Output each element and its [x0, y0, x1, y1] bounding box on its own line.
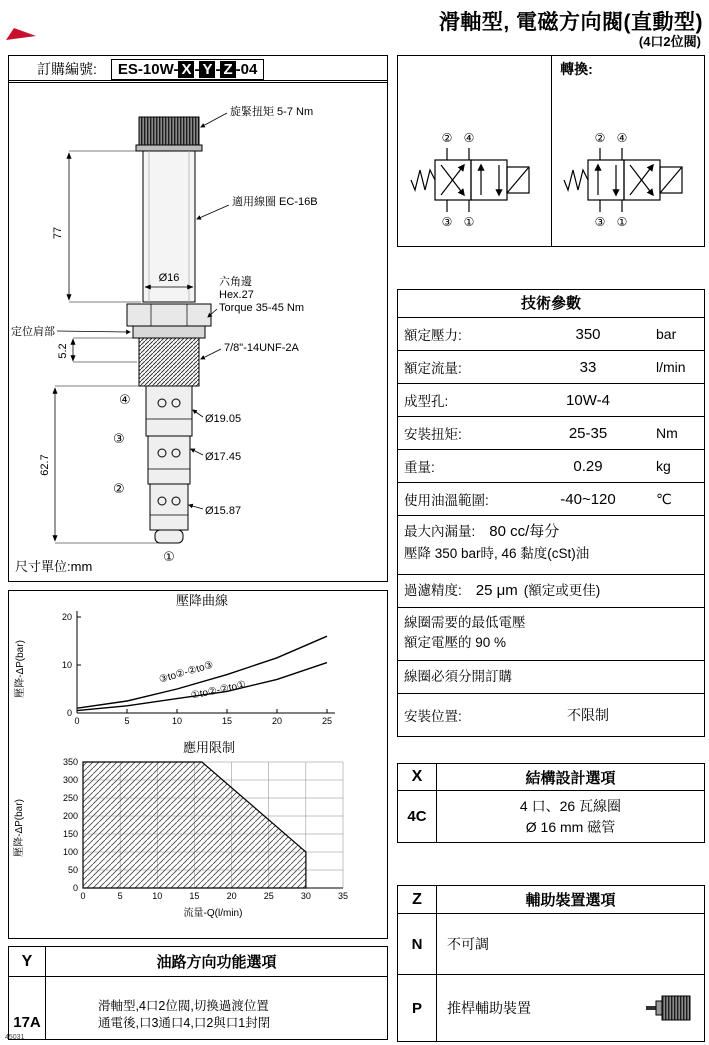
svg-text:62.7: 62.7 — [39, 454, 51, 476]
port-2-label: ② — [113, 481, 125, 496]
label-shoulder — [11, 324, 130, 338]
svg-text:Hex.27: Hex.27 — [219, 289, 254, 301]
svg-text:適用線圈 EC-16B: 適用線圈 EC-16B — [232, 196, 318, 208]
label-dia-19-05 — [193, 410, 241, 425]
valve-cap — [136, 117, 202, 151]
z-row-p-label: 推桿輔助裝置 — [447, 999, 531, 1016]
tech-row-install-torque: 安裝扭矩: 25-35 Nm — [398, 417, 704, 450]
dim-5-2 — [57, 338, 137, 362]
order-number-box — [8, 55, 388, 83]
sym2-port-2: ② — [594, 131, 606, 145]
svg-text:定位肩部: 定位肩部 — [11, 326, 55, 338]
svg-text:Ø16: Ø16 — [158, 272, 180, 284]
tech-note-coil-order: 線圈必須分開訂購 — [398, 661, 704, 694]
footer-doc-code: 45031 — [5, 1034, 25, 1041]
application-limit-chart — [9, 738, 385, 934]
page-subtitle: (4口2位閥) — [638, 34, 701, 49]
order-code-sep2: - — [215, 60, 221, 78]
order-code-prefix: ES-10W- — [117, 60, 179, 78]
x-option-header — [398, 764, 704, 791]
y-option-code: Y — [9, 947, 46, 976]
brand-logo — [6, 26, 38, 42]
svg-text:0: 0 — [72, 883, 78, 893]
svg-text:Torque 35-45 Nm: Torque 35-45 Nm — [219, 302, 304, 314]
svg-text:350: 350 — [62, 757, 78, 767]
z-row-p-code: P — [398, 975, 437, 1041]
svg-text:0: 0 — [80, 891, 86, 901]
port-3-label: ③ — [113, 431, 125, 446]
charts-panel — [8, 590, 388, 939]
z-option-row-n — [398, 914, 704, 975]
svg-text:300: 300 — [62, 775, 78, 785]
valve-drawing — [9, 81, 385, 579]
tech-row-rated-flow: 額定流量: 33 l/min — [398, 351, 704, 384]
valve-symbol-rest-drawing — [407, 128, 543, 232]
svg-text:5: 5 — [124, 716, 130, 726]
svg-text:Ø15.87: Ø15.87 — [205, 505, 242, 517]
svg-text:旋緊扭矩 5-7 Nm: 旋緊扭矩 5-7 Nm — [230, 106, 314, 118]
sym1-port-3: ③ — [441, 215, 452, 229]
valve-shoulder — [133, 326, 205, 338]
tech-row-weight: 重量: 0.29 kg — [398, 450, 704, 483]
valve-symbol-energized — [551, 56, 704, 246]
order-code-y: Y — [199, 61, 215, 78]
application-limit-ylabel: 壓降-ΔP(bar) — [14, 799, 25, 857]
svg-text:200: 200 — [62, 811, 78, 821]
svg-text:150: 150 — [62, 829, 78, 839]
svg-text:Ø19.05: Ø19.05 — [205, 413, 242, 425]
svg-text:25: 25 — [263, 891, 274, 901]
svg-text:20: 20 — [271, 716, 283, 726]
dim-77 — [52, 151, 141, 302]
sym2-port-3: ③ — [594, 215, 606, 229]
sym1-port-1: ① — [463, 215, 474, 229]
schematic-panel — [397, 55, 705, 247]
svg-text:50: 50 — [67, 865, 78, 875]
tech-row-mounting: 安裝位置: 不限制 — [404, 707, 609, 724]
svg-text:35: 35 — [337, 891, 349, 901]
x-row-description: 4 口、26 瓦線圈 Ø 16 mm 磁管 — [519, 798, 622, 835]
svg-text:六角邊: 六角邊 — [219, 276, 252, 288]
svg-text:20: 20 — [61, 612, 72, 622]
label-dia-17-45 — [191, 449, 241, 463]
svg-text:100: 100 — [62, 847, 78, 857]
pressure-drop-ylabel: 壓降-ΔP(bar) — [15, 640, 26, 698]
label-coil — [197, 194, 318, 219]
label-dia-15-87 — [189, 505, 241, 517]
y-row-description: 滑軸型,4口2位閥,切換過渡位置 通電後,口3通口4,口2與口1封閉 — [98, 999, 271, 1031]
x-option-title: 結構設計選項 — [525, 769, 616, 787]
label-tighten-torque — [201, 104, 313, 127]
svg-text:25: 25 — [321, 716, 333, 726]
z-option-row-p — [398, 975, 704, 1041]
svg-text:10: 10 — [152, 891, 163, 901]
port-4-label: ④ — [119, 392, 131, 407]
order-code — [111, 59, 264, 80]
z-option-table — [397, 885, 705, 1042]
order-label: 訂購編號: — [37, 61, 97, 77]
tech-params-table — [397, 289, 705, 737]
z-option-code: Z — [398, 886, 437, 913]
dimension-unit-note: 尺寸單位:mm — [15, 559, 93, 574]
svg-text:0: 0 — [74, 716, 80, 726]
z-row-n-label: 不可調 — [447, 935, 489, 952]
x-option-code: X — [398, 764, 437, 790]
svg-text:5: 5 — [117, 891, 123, 901]
curve-label-3to2: ③to②-②to③ — [157, 659, 215, 686]
tech-params-title: 技術參數 — [398, 290, 704, 318]
pushrod-image — [644, 991, 696, 1025]
z-option-header — [398, 886, 704, 914]
y-option-row-17a — [9, 977, 387, 1039]
svg-text:0: 0 — [66, 708, 72, 718]
tech-row-cavity: 成型孔: 10W-4 — [398, 384, 704, 417]
pressure-drop-chart-title: 壓降曲線 — [175, 593, 229, 608]
svg-text:10: 10 — [171, 716, 183, 726]
transfer-label: 轉換: — [560, 61, 593, 77]
svg-text:5.2: 5.2 — [57, 343, 69, 359]
svg-text:7/8"-14UNF-2A: 7/8"-14UNF-2A — [224, 342, 299, 354]
x-row-code: 4C — [398, 791, 437, 842]
dim-62-7 — [39, 386, 159, 543]
port-1-label: ① — [163, 549, 175, 564]
svg-text:15: 15 — [221, 716, 233, 726]
application-limit-title: 應用限制 — [182, 740, 236, 755]
sym1-port-4: ④ — [463, 131, 474, 145]
sym2-port-4: ④ — [616, 131, 628, 145]
y-option-header — [9, 947, 387, 977]
valve-thread — [139, 338, 199, 386]
y-row-code: 17A — [9, 977, 46, 1039]
x-option-row-4c — [398, 791, 704, 842]
order-code-x: X — [178, 61, 194, 78]
tech-note-filtration: 過濾精度: 25 μm (額定或更佳) — [398, 575, 704, 608]
application-limit-xlabel: 流量-Q(l/min) — [183, 908, 243, 919]
y-option-title: 油路方向功能選項 — [156, 954, 277, 971]
tech-row-oil-temp: 使用油溫範圍: -40~120 ℃ — [398, 483, 704, 516]
sym2-port-1: ① — [616, 215, 628, 229]
curve-label-1to2: ①to②-②to① — [190, 679, 247, 702]
sym1-port-2: ② — [441, 131, 452, 145]
svg-text:77: 77 — [52, 226, 64, 240]
tech-note-leakage: 最大內漏量: 80 cc/每分 壓降 350 bar時, 46 黏度(cSt)油 — [398, 516, 704, 575]
valve-spool-body — [146, 386, 192, 543]
valve-hex-nut — [127, 304, 211, 326]
svg-text:20: 20 — [226, 891, 237, 901]
pressure-drop-chart — [9, 591, 385, 733]
svg-text:30: 30 — [300, 891, 311, 901]
x-option-table — [397, 763, 705, 843]
label-thread — [201, 342, 299, 359]
valve-symbol-rest — [398, 56, 551, 246]
tech-row-rated-pressure: 額定壓力: 350 bar — [398, 318, 704, 351]
valve-drawing-panel — [8, 80, 388, 582]
svg-text:Ø17.45: Ø17.45 — [205, 451, 242, 463]
svg-text:10: 10 — [61, 660, 72, 670]
label-hex — [208, 274, 304, 317]
order-code-sep1: - — [194, 60, 200, 78]
tech-note-coil-voltage: 線圈需要的最低電壓 額定電壓的 90 % — [398, 608, 704, 661]
z-option-title: 輔助裝置選項 — [525, 892, 616, 909]
svg-text:15: 15 — [189, 891, 200, 901]
valve-symbol-energized-drawing — [560, 128, 696, 232]
z-row-n-code: N — [398, 914, 437, 974]
svg-text:250: 250 — [62, 793, 78, 803]
y-option-table — [8, 946, 388, 1040]
order-code-z: Z — [220, 61, 235, 78]
order-code-suffix: -04 — [235, 60, 258, 78]
page-title: 滑軸型, 電磁方向閥(直動型) — [438, 11, 703, 34]
